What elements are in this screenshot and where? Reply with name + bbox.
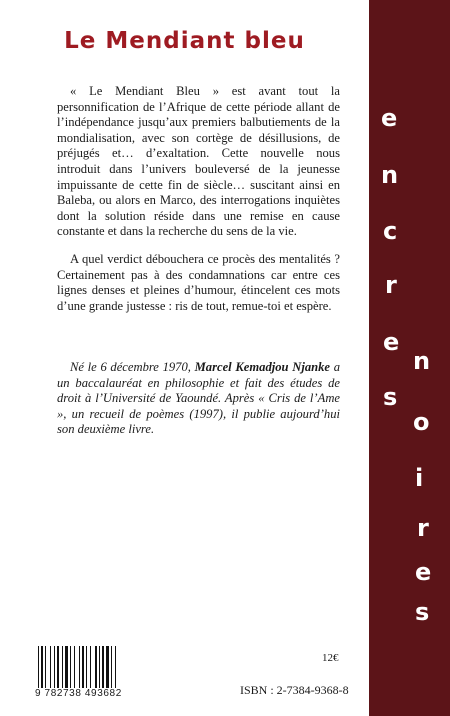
barcode-bar — [50, 646, 51, 688]
series-letter: c — [383, 217, 398, 245]
barcode-bar — [41, 646, 43, 688]
bio-suffix: a un baccalauréat en philosophie et fait des études de droit à l’Université de Yaoundé. Après « Cris de l’Ame », un recueil de poèmes (1997), il publie aujourd’hui son deuxième livre. — [57, 360, 340, 437]
barcode-bar — [70, 646, 71, 688]
barcode-bar — [57, 646, 59, 688]
barcode-number: 9 782738 493682 — [35, 688, 122, 699]
barcode-bar — [45, 646, 46, 688]
series-sidebar — [369, 0, 450, 716]
series-letter: o — [413, 408, 430, 436]
barcode-bar — [74, 646, 75, 688]
series-letter: i — [415, 464, 424, 492]
barcode-bar — [115, 646, 116, 688]
series-letter: s — [383, 383, 398, 411]
series-letter: e — [383, 328, 400, 356]
barcode-bar — [95, 646, 97, 688]
summary-text-1: « Le Mendiant Bleu » est avant tout la personnification de l’Afrique de cette période allant de l’indépendance jusqu’aux premiers balbutiements de la mondialisation, avec son cortège de désillusions, de préjugés et… d’exaltation. Cette nouvelle nous introduit dans l’univers bouleversé de la jeunesse impuissante de cette fin de siècle… suscitant ainsi en Baleba, ou alors en Marco, des interrogations inquiètes dont la solution réside dans une remise en cause constante et dans la recherche du sens de la vie. — [57, 84, 340, 239]
price-label: 12€ — [322, 652, 339, 664]
summary-text-2: A quel verdict débouchera ce procès des mentalités ? Certainement pas à des condamnations car entre ces lignes denses et pleines d’humour, étincelent ces mots d’une grande justesse : ris de tout, remue-toi et espère. — [57, 252, 340, 313]
series-letter: n — [381, 161, 399, 189]
barcode-bar — [86, 646, 87, 688]
author-bio-text — [57, 360, 340, 438]
barcode-bar — [54, 646, 55, 688]
barcode-bar — [111, 646, 112, 688]
barcode-bar — [65, 646, 68, 688]
barcode-bar — [102, 646, 104, 688]
series-letter: r — [417, 514, 429, 542]
barcode-bar — [38, 646, 39, 688]
barcode-bar — [106, 646, 109, 688]
author-name: Marcel Kemadjou Njanke — [194, 360, 331, 374]
series-letter: r — [385, 271, 397, 299]
book-title: Le Mendiant bleu — [64, 28, 305, 54]
isbn-label: ISBN : 2-7384-9368-8 — [240, 683, 349, 697]
barcode-bar — [82, 646, 84, 688]
barcode-image — [37, 646, 125, 688]
author-bio — [57, 360, 340, 438]
series-letter: s — [415, 598, 430, 626]
series-letter: e — [381, 104, 398, 132]
series-letter: n — [413, 347, 431, 375]
summary-paragraph-1 — [57, 84, 340, 240]
barcode-bar — [62, 646, 63, 688]
barcode-bar — [90, 646, 91, 688]
barcode-bar — [99, 646, 100, 688]
bio-prefix: Né le 6 décembre 1970, — [70, 360, 195, 374]
series-letter: e — [415, 558, 432, 586]
summary-paragraph-2 — [57, 252, 340, 314]
barcode-bar — [79, 646, 80, 688]
